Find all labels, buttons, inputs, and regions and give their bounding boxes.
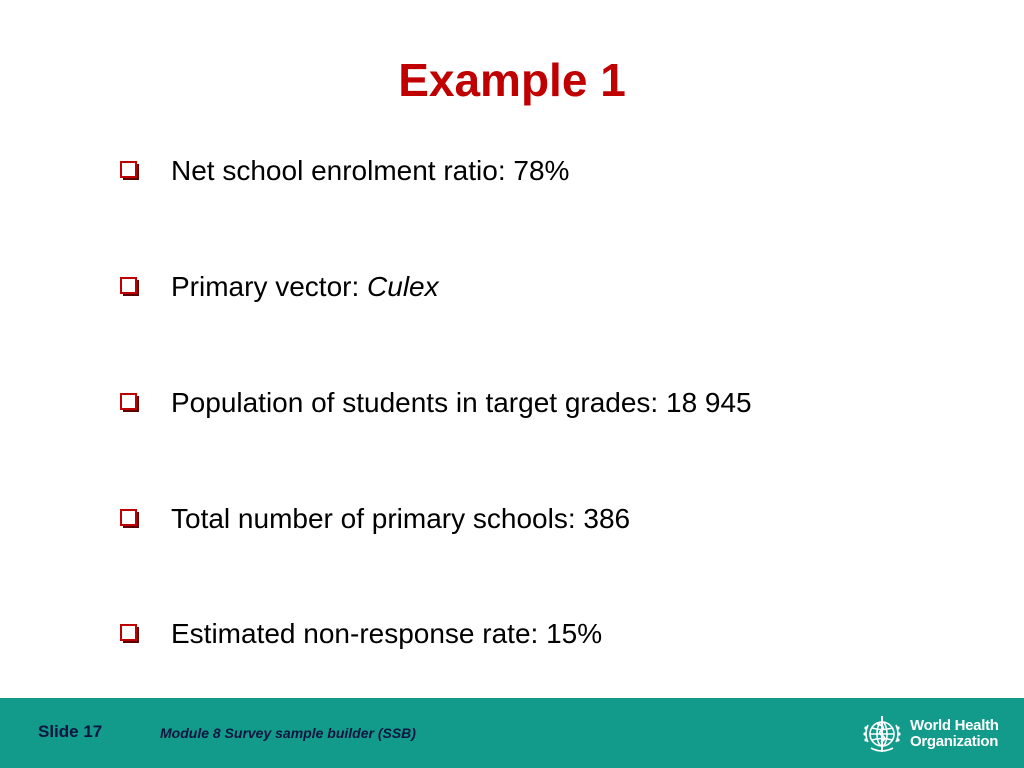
bullet-text (171, 271, 439, 303)
slide-number: Slide 17 (38, 722, 103, 741)
footer-bar (0, 698, 1024, 768)
bullet-primary-schools (120, 499, 630, 539)
bullet-text: Population of students in target grades: 18 945 (171, 387, 752, 418)
who-wordmark-line1: World Health (910, 717, 999, 734)
bullet-primary-vector (120, 267, 439, 307)
who-wordmark (910, 718, 999, 750)
module-title: Module 8 Survey sample builder (SSB) (160, 725, 416, 741)
bullet-text: Total number of primary schools: 386 (171, 503, 631, 534)
bullet-enrolment-ratio (120, 151, 569, 191)
bullet-text-italic: Culex (367, 271, 439, 302)
checkbox-bullet-icon (120, 161, 140, 181)
checkbox-bullet-icon (120, 277, 140, 297)
checkbox-bullet-icon (120, 393, 140, 413)
slide-title: Example 1 (398, 54, 626, 106)
checkbox-bullet-icon (120, 509, 140, 529)
bullet-text-prefix: Primary vector: (171, 271, 368, 302)
who-wordmark-line2: Organization (910, 733, 999, 750)
bullet-text: Net school enrolment ratio: 78% (171, 155, 570, 186)
who-logo (860, 710, 1010, 758)
bullet-student-population (120, 383, 752, 423)
bullet-non-response-rate (120, 614, 602, 654)
checkbox-bullet-icon (120, 624, 140, 644)
bullet-text: Estimated non-response rate: 15% (171, 618, 603, 649)
who-emblem-icon (860, 712, 904, 756)
